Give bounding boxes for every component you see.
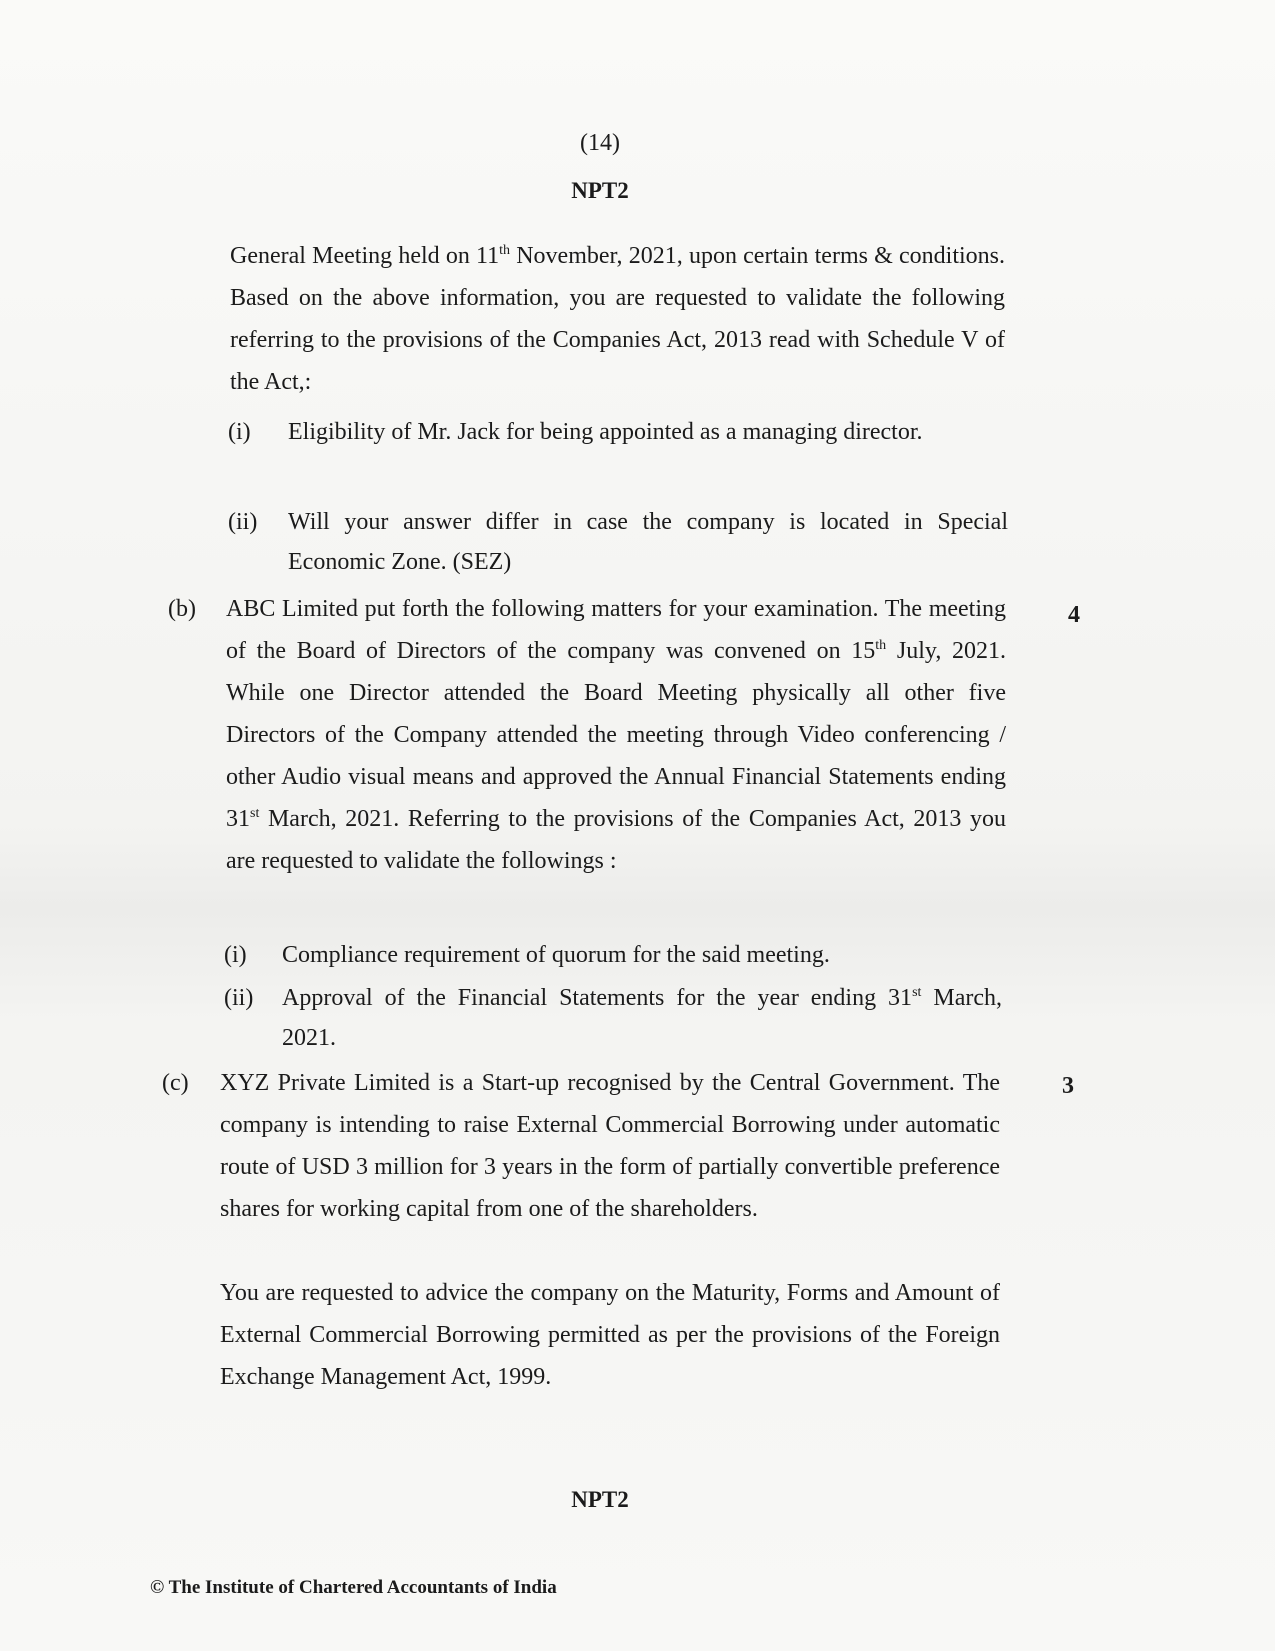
question-c-text: XYZ Private Limited is a Start-up recognised by the Central Government. The company is intending to raise External Commercial Borrowing under automatic route of USD 3 million for 3 years in the form of partially convertible preference shares for working capital from one of the shareholders. [220,1070,1000,1222]
page-number: (14) [580,130,620,156]
paper-code-header: NPT2 [571,178,629,203]
question-b-item-2 [224,978,1004,1068]
item-number: (ii) [228,509,258,535]
paper-code-footer: NPT2 [571,1487,629,1512]
question-c-marks: 3 [1062,1073,1074,1099]
item-text: Will your answer differ in case the company is located in Special Economic Zone. (SEZ) [288,509,1008,575]
item-number: (i) [224,942,247,968]
item-text: Compliance requirement of quorum for the said meeting. [282,942,830,968]
question-b-marks: 4 [1068,602,1080,628]
question-a-intro: General Meeting held on 11th November, 2021, upon certain terms & conditions. Based on the above information, you are requested to validate the following referring to the provisions of the Companies Act, 2013 read with Schedule V of the Act,: [230,243,1005,395]
item-text: Eligibility of Mr. Jack for being appointed as a managing director. [288,419,923,445]
item-number: (ii) [224,985,254,1011]
item-number: (i) [228,419,251,445]
item-text: Approval of the Financial Statements for the year ending 31st March, 2021. [282,985,1002,1051]
copyright-notice: © The Institute of Chartered Accountants of India [150,1577,557,1598]
question-b-text: ABC Limited put forth the following matters for your examination. The meeting of the Board of Directors of the company was convened on 15th July, 2021. While one Director attended the Board Meeting physically all other five Directors of the Company attended the meeting through Video conferencing / other Audio visual means and approved the Annual Financial Statements ending 31st March, 2021. Referring to the provisions of the Companies Act, 2013 you are requested to validate the followings : [226,596,1006,874]
question-c-request: You are requested to advice the company on the Maturity, Forms and Amount of External Commercial Borrowing permitted as per the provisions of the Foreign Exchange Management Act, 1999. [220,1280,1000,1390]
question-label: (b) [168,596,196,622]
question-b-item-1 [224,935,1004,980]
question-a-item-2 [228,502,1008,592]
question-label: (c) [162,1070,189,1096]
question-a-item-1 [228,412,1008,502]
